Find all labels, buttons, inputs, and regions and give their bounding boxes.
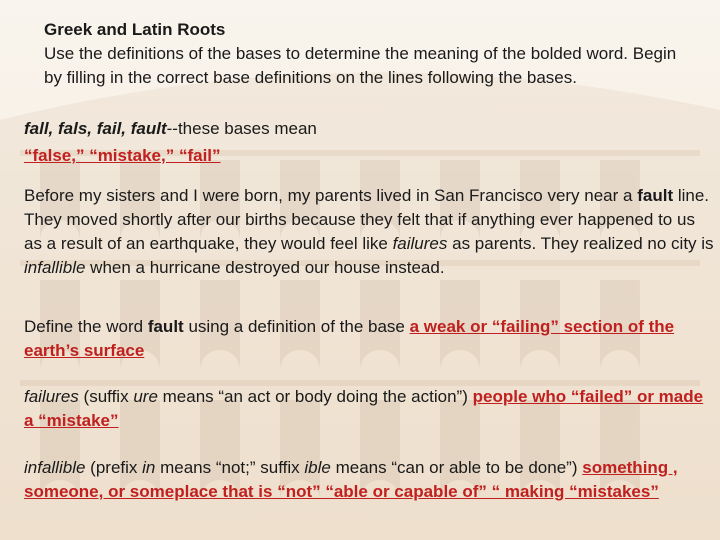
q2-suffix: ure (133, 387, 158, 406)
passage-seg4: when a hurricane destroyed our house instead. (90, 258, 445, 277)
q3-word: infallible (24, 458, 86, 477)
q2-answer: people who “failed” or made a “mistake” (24, 387, 704, 430)
bases-line (24, 117, 694, 141)
passage-word-failures: failures (392, 234, 448, 253)
passage-word-fault: fault (637, 186, 674, 205)
slide-title: Greek and Latin Roots (44, 20, 226, 39)
bases-meaning-line (24, 144, 694, 168)
passage-word-infallible: infallible (24, 258, 86, 277)
bases-words: fall, fals, fail, fault (24, 119, 167, 138)
q1-answer: a weak or “failing” section of the earth’s surface (24, 317, 675, 360)
bases-suffix: --these bases mean (166, 119, 317, 138)
q2-pre: (suffix (83, 387, 129, 406)
title-block (44, 18, 684, 90)
q3-pre: (prefix (90, 458, 138, 477)
question-failures (24, 385, 709, 433)
q3-mid: means “not;” suffix (160, 458, 300, 477)
q3-suffix: ible (304, 458, 331, 477)
q1-pre: Define the word (24, 317, 144, 336)
q3-post: means “can or able to be done”) (335, 458, 578, 477)
passage-seg1: Before my sisters and I were born, my parents lived in San Francisco very near a (24, 186, 633, 205)
q3-prefix: in (142, 458, 156, 477)
q2-word: failures (24, 387, 79, 406)
passage-seg3: as parents. They realized no city is (452, 234, 714, 253)
question-infallible (24, 456, 709, 504)
q1-word: fault (147, 317, 184, 336)
q3-answer: something , someone, or someplace that is “not” “able or capable of” “ making “mistakes” (24, 458, 678, 501)
instructions-text: Use the definitions of the bases to determine the meaning of the bolded word. Begin by filling in the correct base definitions on the lines following the bases. (44, 44, 677, 87)
q2-post: means “an act or body doing the action”) (162, 387, 468, 406)
q1-post: using a definition of the base (188, 317, 405, 336)
question-fault (24, 315, 704, 363)
passage-paragraph (24, 184, 714, 280)
bases-meaning-answer: “false,” “mistake,” “fail” (24, 146, 221, 165)
passage-seg2: line. They moved shortly after our births because they felt that if anything ever happened to us as a result of an earthquake, they would feel like (24, 186, 710, 253)
